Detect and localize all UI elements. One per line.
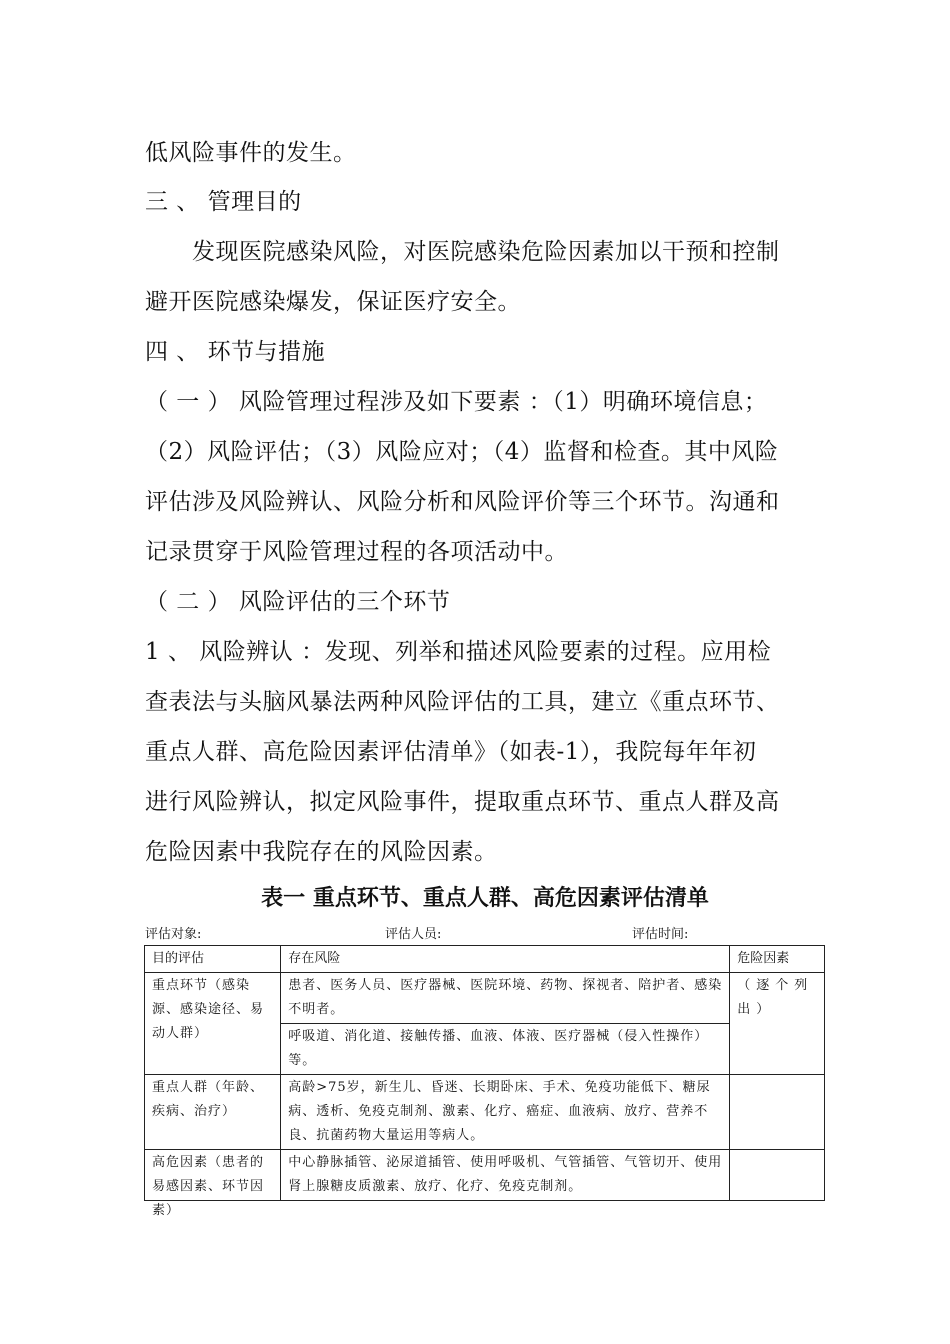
table-header-cell: 存在风险 — [281, 946, 730, 973]
paragraph-line: 发现医院感染风险，对医院感染危险因素加以干预和控制 — [192, 239, 780, 265]
paragraph-line: 危险因素中我院存在的风险因素。 — [145, 839, 498, 865]
assessment-table — [144, 945, 825, 1218]
section-heading-3: 三 、 管理目的 — [145, 189, 302, 215]
meta-object-label: 评估对象: — [145, 927, 202, 942]
table-cell-risk-wrapper — [281, 1150, 730, 1201]
subsection-heading-2: （ 二 ） 风险评估的三个环节 — [145, 589, 451, 615]
table-cell-risk: 中心静脉插管、泌尿道插管、使用呼吸机、气管插管、气管切开、使用肾上腺糖皮质激素、放疗、化疗、免疫克制剂。 — [288, 1155, 723, 1194]
paragraph-line: （2）风险评估；（3）风险应对；（4）监督和检查。其中风险 — [145, 439, 779, 465]
table-cell-factor: （逐个列出） — [730, 973, 825, 1075]
subsection-heading-1: （ 一 ） 风险管理过程涉及如下要素 ：（1）明确环境信息； — [145, 389, 768, 415]
paragraph-line: 避开医院感染爆发，保证医疗安全。 — [145, 289, 521, 315]
table-cell-category: 重点环节（感染源、感染途径、易动人群） — [145, 973, 281, 1075]
table-cell-category-wrapper — [145, 1150, 281, 1218]
table-header-row — [145, 946, 825, 973]
paragraph-line: 进行风险辨认，拟定风险事件，提取重点环节、重点人群及高 — [145, 789, 780, 815]
table-cell-factor — [730, 1075, 825, 1150]
table-row — [145, 1075, 825, 1150]
table-cell-risk: 高龄>75岁，新生儿、昏迷、长期卧床、手术、免疫功能低下、糖尿病、透析、免疫克制剂、激素、化疗、癌症、血液病、放疗、营养不良、抗菌药物大量运用等病人。 — [281, 1075, 730, 1150]
table-cell-factor — [730, 1150, 825, 1201]
section-heading-4: 四 、 环节与措施 — [145, 339, 326, 365]
paragraph-line: 低风险事件的发生。 — [145, 140, 357, 166]
paragraph-line: 1 、 风险辨认 ：发现、列举和描述风险要素的过程。应用检 — [145, 639, 772, 665]
paragraph-line: 评估涉及风险辨认、风险分析和风险评价等三个环节。沟通和 — [145, 489, 780, 515]
table-cell-category: 高危因素（患者的易感因素、环节因素） — [152, 1155, 265, 1218]
table-header-cell: 目的评估 — [145, 946, 281, 973]
table-row — [145, 1150, 825, 1201]
paragraph-line: 重点人群、高危险因素评估清单》（如表-1），我院每年年初 — [145, 739, 757, 765]
table-cell-risk: 患者、医务人员、医疗器械、医院环境、药物、探视者、陪护者、感染不明者。 — [281, 973, 730, 1024]
paragraph-line: 记录贯穿于风险管理过程的各项活动中。 — [145, 539, 568, 565]
paragraph-line: 查表法与头脑风暴法两种风险评估的工具，建立《重点环节、 — [145, 689, 780, 715]
table-header-cell: 危险因素 — [730, 946, 825, 973]
table-cell-risk: 呼吸道、消化道、接触传播、血液、体液、医疗器械（侵入性操作）等。 — [281, 1024, 730, 1075]
table-cell-category: 重点人群（年龄、疾病、治疗） — [145, 1075, 281, 1150]
table-row — [145, 973, 825, 1024]
table-title: 表一 重点环节、重点人群、高危因素评估清单 — [261, 886, 709, 911]
meta-person-label: 评估人员: — [385, 927, 442, 942]
meta-time-label: 评估时间: — [632, 927, 689, 942]
